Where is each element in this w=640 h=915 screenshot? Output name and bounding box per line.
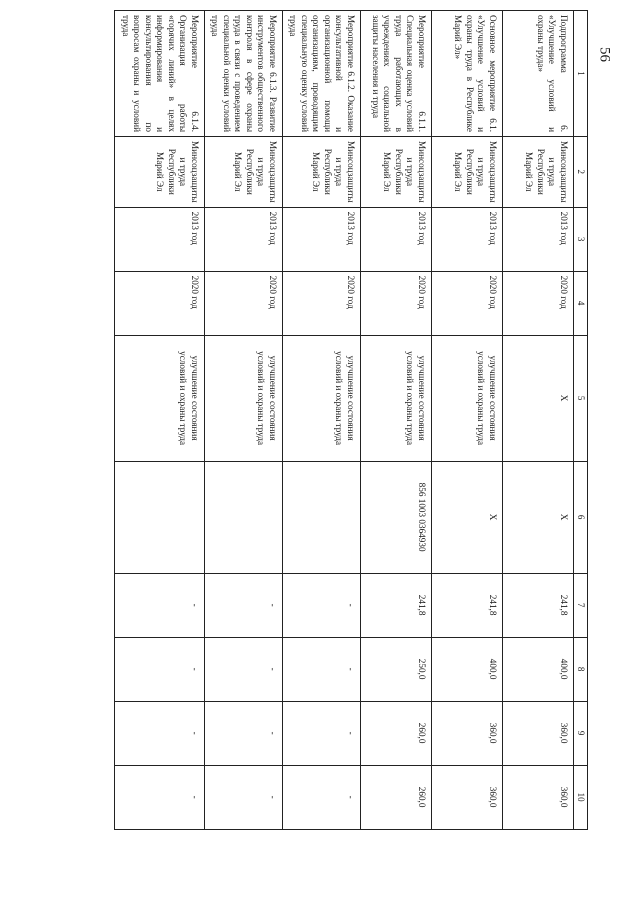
end-year: 2020 год [431, 271, 502, 335]
budget-code [204, 461, 282, 573]
program-name: Мероприятие 6.1.4. Организация работы «горячих линий» в целях информирования и консультирования по вопросам охраны и условий труда [115, 11, 205, 137]
start-year: 2013 год [502, 207, 573, 271]
budget-code: Х [502, 461, 573, 573]
value-col10: - [115, 765, 205, 829]
value-col7: - [204, 573, 282, 637]
table-row [502, 11, 573, 830]
expected-result: Х [502, 335, 573, 461]
expected-result: улучшение состояния условий и охраны труда [204, 335, 282, 461]
expected-result: улучшение состояния условий и охраны труда [282, 335, 360, 461]
table-row [282, 11, 360, 830]
column-header: 8 [573, 637, 587, 701]
executor: Минсоцзащиты и труда Республики Марий Эл [115, 137, 205, 208]
column-header: 10 [573, 765, 587, 829]
value-col10: 260,0 [360, 765, 431, 829]
value-col7: 241,8 [360, 573, 431, 637]
column-number-row [573, 11, 587, 830]
column-header: 7 [573, 573, 587, 637]
column-header: 5 [573, 335, 587, 461]
start-year: 2013 год [282, 207, 360, 271]
expected-result: улучшение состояния условий и охраны труда [360, 335, 431, 461]
column-header: 2 [573, 137, 587, 208]
program-name: Подпрограмма 6. «Улучшение условий и охраны труда» [502, 11, 573, 137]
budget-code: 856 1003 0364930 [360, 461, 431, 573]
value-col9: - [115, 701, 205, 765]
value-col9: 360,0 [502, 701, 573, 765]
expected-result: улучшение состояния условий и охраны труда [115, 335, 205, 461]
value-col7: - [282, 573, 360, 637]
value-col10: - [282, 765, 360, 829]
document-table-rotated [0, 10, 588, 915]
column-header: 6 [573, 461, 587, 573]
program-table [114, 10, 588, 830]
end-year: 2020 год [360, 271, 431, 335]
value-col8: - [282, 637, 360, 701]
column-header: 3 [573, 207, 587, 271]
program-name: Мероприятие 6.1.1. Специальная оценка условий труда работающих в учреждениях социальной защиты населения и труда [360, 11, 431, 137]
budget-code: Х [431, 461, 502, 573]
value-col7: 241,8 [502, 573, 573, 637]
column-header: 4 [573, 271, 587, 335]
page-number: 56 [596, 47, 613, 62]
executor: Минсоцзащиты и труда Республики Марий Эл [360, 137, 431, 208]
value-col10: 360,0 [502, 765, 573, 829]
value-col8: - [115, 637, 205, 701]
table-row [431, 11, 502, 830]
value-col10: 360,0 [431, 765, 502, 829]
executor: Минсоцзащиты и труда Республики Марий Эл [204, 137, 282, 208]
value-col9: - [282, 701, 360, 765]
end-year: 2020 год [204, 271, 282, 335]
executor: Минсоцзащиты и труда Республики Марий Эл [282, 137, 360, 208]
value-col8: - [204, 637, 282, 701]
value-col8: 400,0 [431, 637, 502, 701]
column-header: 1 [573, 11, 587, 137]
executor: Минсоцзащиты и труда Республики Марий Эл [502, 137, 573, 208]
column-header: 9 [573, 701, 587, 765]
end-year: 2020 год [115, 271, 205, 335]
budget-code [282, 461, 360, 573]
table-row [360, 11, 431, 830]
program-name: Мероприятие 6.1.2. Оказание консультативной и организационной помощи организациям, проводящим специальную оценку условий труда [282, 11, 360, 137]
value-col10: - [204, 765, 282, 829]
start-year: 2013 год [204, 207, 282, 271]
program-name: Основное мероприятие 6.1. «Улучшение условий и охраны труда в Республике Марий Эл» [431, 11, 502, 137]
value-col8: 250,0 [360, 637, 431, 701]
value-col8: 400,0 [502, 637, 573, 701]
start-year: 2013 год [431, 207, 502, 271]
value-col9: 360,0 [431, 701, 502, 765]
start-year: 2013 год [360, 207, 431, 271]
start-year: 2013 год [115, 207, 205, 271]
budget-code [115, 461, 205, 573]
program-name: Мероприятие 6.1.3. Развитие инструментов общественного контроля в сфере охраны труда в связи с проведением специальной оценки условий труда [204, 11, 282, 137]
value-col9: 260,0 [360, 701, 431, 765]
executor: Минсоцзащиты и труда Республики Марий Эл [431, 137, 502, 208]
table-row [115, 11, 205, 830]
table-row [204, 11, 282, 830]
value-col7: - [115, 573, 205, 637]
end-year: 2020 год [502, 271, 573, 335]
value-col7: 241,8 [431, 573, 502, 637]
expected-result: улучшение состояния условий и охраны труда [431, 335, 502, 461]
value-col9: - [204, 701, 282, 765]
end-year: 2020 год [282, 271, 360, 335]
